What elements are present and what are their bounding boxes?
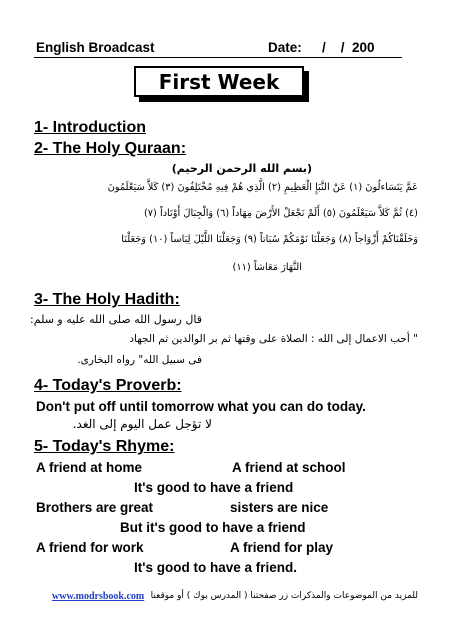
section-introduction: 1- Introduction — [34, 119, 146, 136]
footer-website-link[interactable]: www.modrsbook.com — [52, 591, 145, 602]
rhyme-line-5b: A friend for play — [230, 540, 334, 555]
section-hadith: 3- The Holy Hadith: — [34, 291, 180, 308]
header-title: English Broadcast — [36, 40, 155, 55]
rhyme-line-6: It's good to have a friend. — [134, 560, 297, 575]
proverb-english: Don't put off until tomorrow what you can do today. — [36, 399, 366, 414]
section-proverb: 4- Today's Proverb: — [34, 377, 182, 394]
date-label: Date: — [268, 40, 302, 55]
footer-arabic-note: للمزيد من الموضوعات والمذكرات زر صفحتنا ( المدرس بوك ) أو موقعنا — [150, 591, 418, 601]
rhyme-line-3b: sisters are nice — [230, 500, 329, 515]
hadith-line-3: فى سبيل الله" رواه البخارى. — [77, 354, 202, 366]
rhyme-line-1a: A friend at home — [36, 460, 143, 475]
date-value: / / 200 — [322, 40, 375, 55]
proverb-arabic: لا تؤجل عمل اليوم إلى الغد. — [72, 417, 212, 431]
section-rhyme: 5- Today's Rhyme: — [34, 438, 175, 455]
quran-basmala: (بسم الله الرحمن الرحيم) — [171, 162, 312, 175]
rhyme-line-4: But it's good to have a friend — [120, 520, 306, 535]
hadith-line-2: " أحب الاعمال إلى الله : الصلاة على وقتها ثم بر الوالدين ثم الجهاد — [129, 333, 418, 345]
quran-line-4: النَّهَارَ مَعَاشاً (١١) — [232, 262, 302, 273]
section-quran: 2- The Holy Quraan: — [34, 140, 187, 157]
hadith-line-1: قال رسول الله صلى الله عليه و سلم: — [30, 313, 202, 326]
rhyme-line-2: It's good to have a friend — [134, 480, 294, 495]
rhyme-line-1b: A friend at school — [232, 460, 346, 475]
rhyme-line-5a: A friend for work — [36, 540, 144, 555]
header-underline — [34, 57, 402, 58]
week-title: First Week — [134, 66, 304, 97]
quran-line-3: وَخَلَقْنَاكُمْ أَزْوَاجاً (٨) وَجَعَلْنَا نَوْمَكُمْ سُبَاتاً (٩) وَجَعَلْنَا اللَّيْلَ لِبَاساً (١٠) وَجَعَلْنَا — [121, 234, 418, 245]
quran-line-2: (٤) ثُمَّ كَلاَّ سَيَعْلَمُونَ (٥) أَلَمْ نَجْعَلْ الأَرْضَ مِهَاداً (٦) وَالْجِبَالَ أَوْتَاداً (٧) — [143, 208, 418, 219]
rhyme-line-3a: Brothers are great — [36, 500, 154, 515]
quran-line-1: عَمَّ يَتَسَاءلُونَ (١) عَنْ النَّبَإِ الْعَظِيمِ (٢) الَّذِي هُمْ فِيهِ مُخْتَلِفُونَ (٣) كَلاَّ سَيَعْلَمُونَ — [107, 182, 418, 193]
